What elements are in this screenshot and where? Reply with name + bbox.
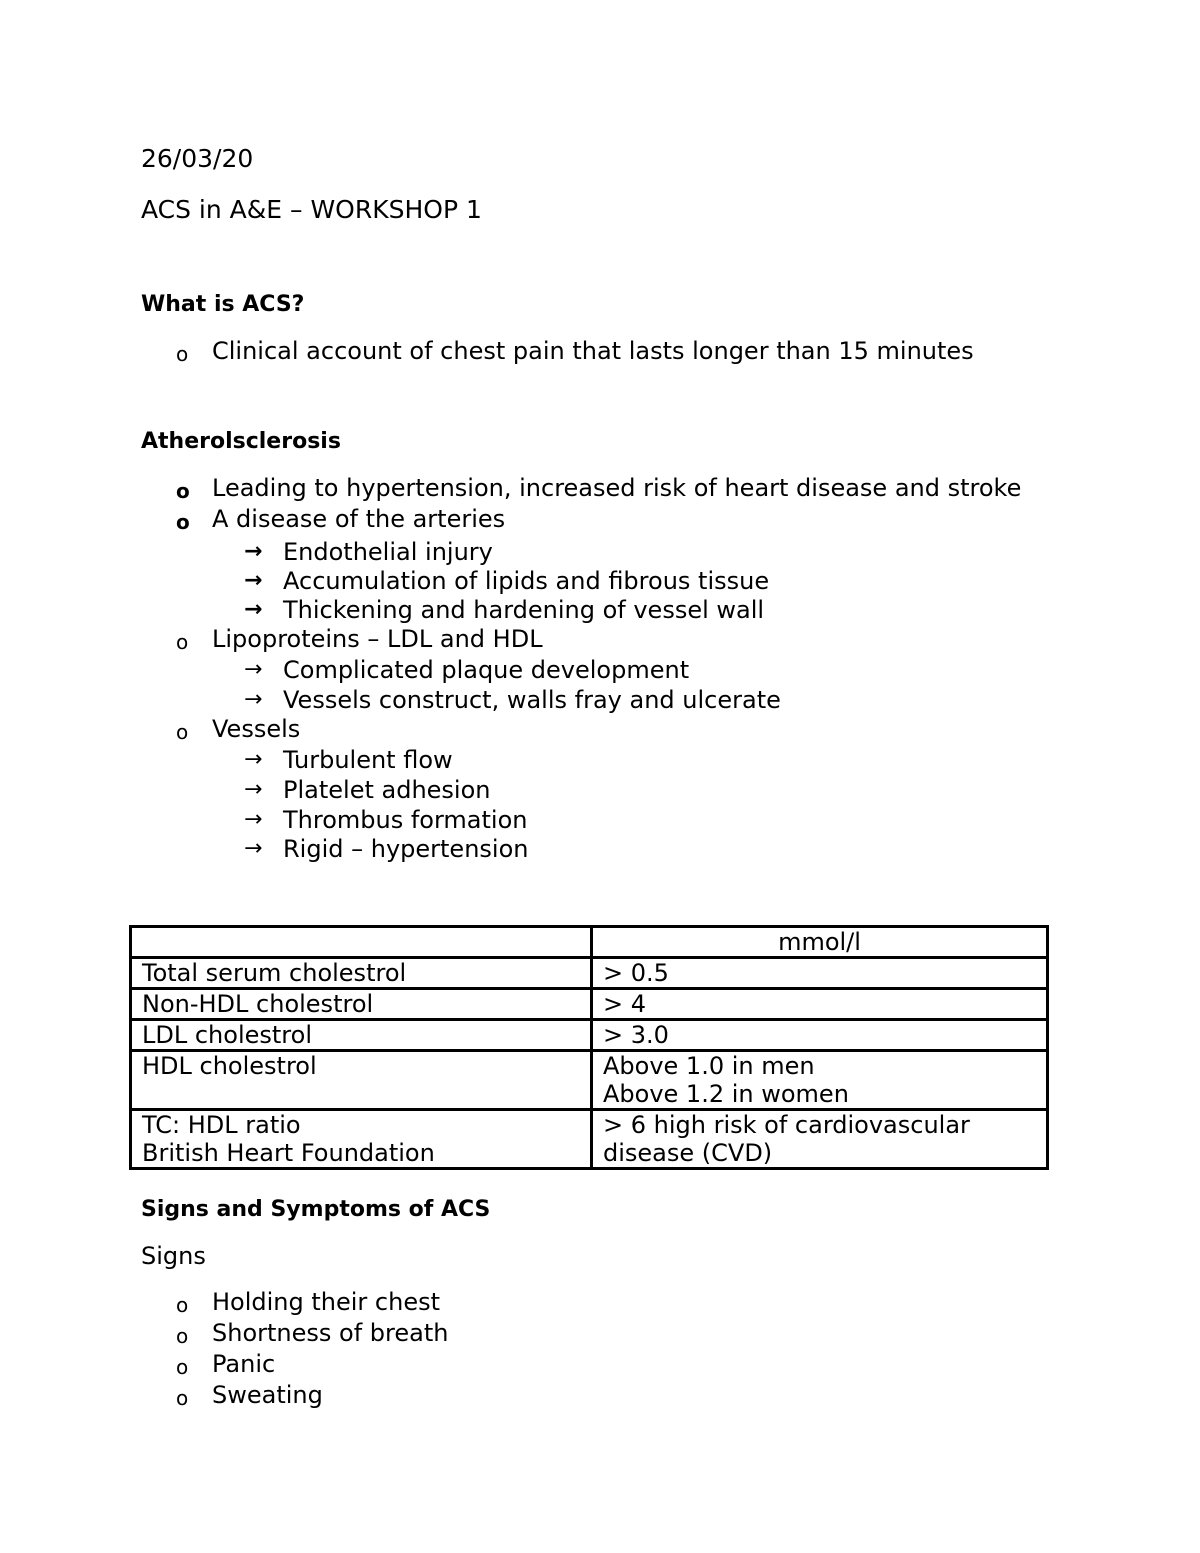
list-item: Turbulent flow [283,746,453,774]
list-item: Panic [212,1350,276,1378]
section-heading-what-is-acs: What is ACS? [141,292,305,317]
table-cell [131,1020,592,1051]
table-cell [592,989,1048,1020]
list-item: Platelet adhesion [283,776,491,804]
document-date: 26/03/20 [141,144,254,173]
list-item: Endothelial injury [283,538,493,566]
table-row [131,1110,1048,1169]
arrow-icon: → [244,777,263,802]
list-item: Sweating [212,1381,323,1409]
arrow-icon: → [244,747,263,772]
table-cell [131,1110,592,1169]
bullet-icon: o [176,1355,189,1379]
list-item: Thrombus formation [283,806,528,834]
bullet-icon: o [176,342,189,366]
table-row [131,1051,1048,1110]
list-item: Thickening and hardening of vessel wall [283,596,765,624]
table-cell [592,1051,1048,1110]
table-header-row [131,927,1048,958]
table-cell [131,989,592,1020]
section-heading-atherosclerosis: Atherolsclerosis [141,429,341,454]
cell-text: > 0.5 [603,959,669,987]
cell-text: > 6 high risk of cardiovascular [603,1111,970,1139]
table-row [131,958,1048,989]
cell-text: Above 1.2 in women [603,1080,849,1108]
cholesterol-table [129,925,1049,1170]
cell-text: Non-HDL cholestrol [142,990,374,1018]
cell-text: British Heart Foundation [142,1139,435,1167]
cell-text: Total serum cholestrol [142,959,407,987]
cell-text: Above 1.0 in men [603,1052,815,1080]
arrow-icon: → [244,687,263,712]
cell-text: > 4 [603,990,647,1018]
list-item: A disease of the arteries [212,505,506,533]
bullet-icon: o [176,720,189,744]
arrow-icon: → [244,568,263,593]
cell-text: HDL cholestrol [142,1052,317,1080]
arrow-icon: → [244,539,263,564]
list-item: Shortness of breath [212,1319,449,1347]
bullet-icon: o [176,1386,189,1410]
arrow-icon: → [244,657,263,682]
table-header-cell: mmol/l [592,927,1048,958]
table-row [131,1020,1048,1051]
list-item: Lipoproteins – LDL and HDL [212,625,543,653]
arrow-icon: → [244,836,263,861]
list-item: Leading to hypertension, increased risk of heart disease and stroke [212,474,1022,502]
list-item: Holding their chest [212,1288,441,1316]
bullet-icon: o [176,479,190,503]
list-item: Complicated plaque development [283,656,690,684]
cell-text: > 3.0 [603,1021,669,1049]
cell-text: TC: HDL ratio [142,1111,301,1139]
bullet-icon: o [176,510,190,534]
arrow-icon: → [244,807,263,832]
subheading-signs: Signs [141,1242,206,1270]
cell-text: disease (CVD) [603,1139,773,1167]
table-cell [592,1110,1048,1169]
bullet-icon: o [176,630,189,654]
list-item: Vessels [212,715,301,743]
bullet-icon: o [176,1324,189,1348]
table-cell [592,1020,1048,1051]
table-row [131,989,1048,1020]
table-header-cell [131,927,592,958]
table-cell [131,958,592,989]
arrow-icon: → [244,597,263,622]
list-item: Clinical account of chest pain that lasts longer than 15 minutes [212,337,974,365]
cell-text: LDL cholestrol [142,1021,312,1049]
section-heading-signs-symptoms: Signs and Symptoms of ACS [141,1197,491,1222]
list-item: Vessels construct, walls fray and ulcerate [283,686,781,714]
table-cell [592,958,1048,989]
table-cell [131,1051,592,1110]
list-item: Accumulation of lipids and fibrous tissue [283,567,770,595]
bullet-icon: o [176,1293,189,1317]
list-item: Rigid – hypertension [283,835,529,863]
document-title: ACS in A&E – WORKSHOP 1 [141,195,482,224]
